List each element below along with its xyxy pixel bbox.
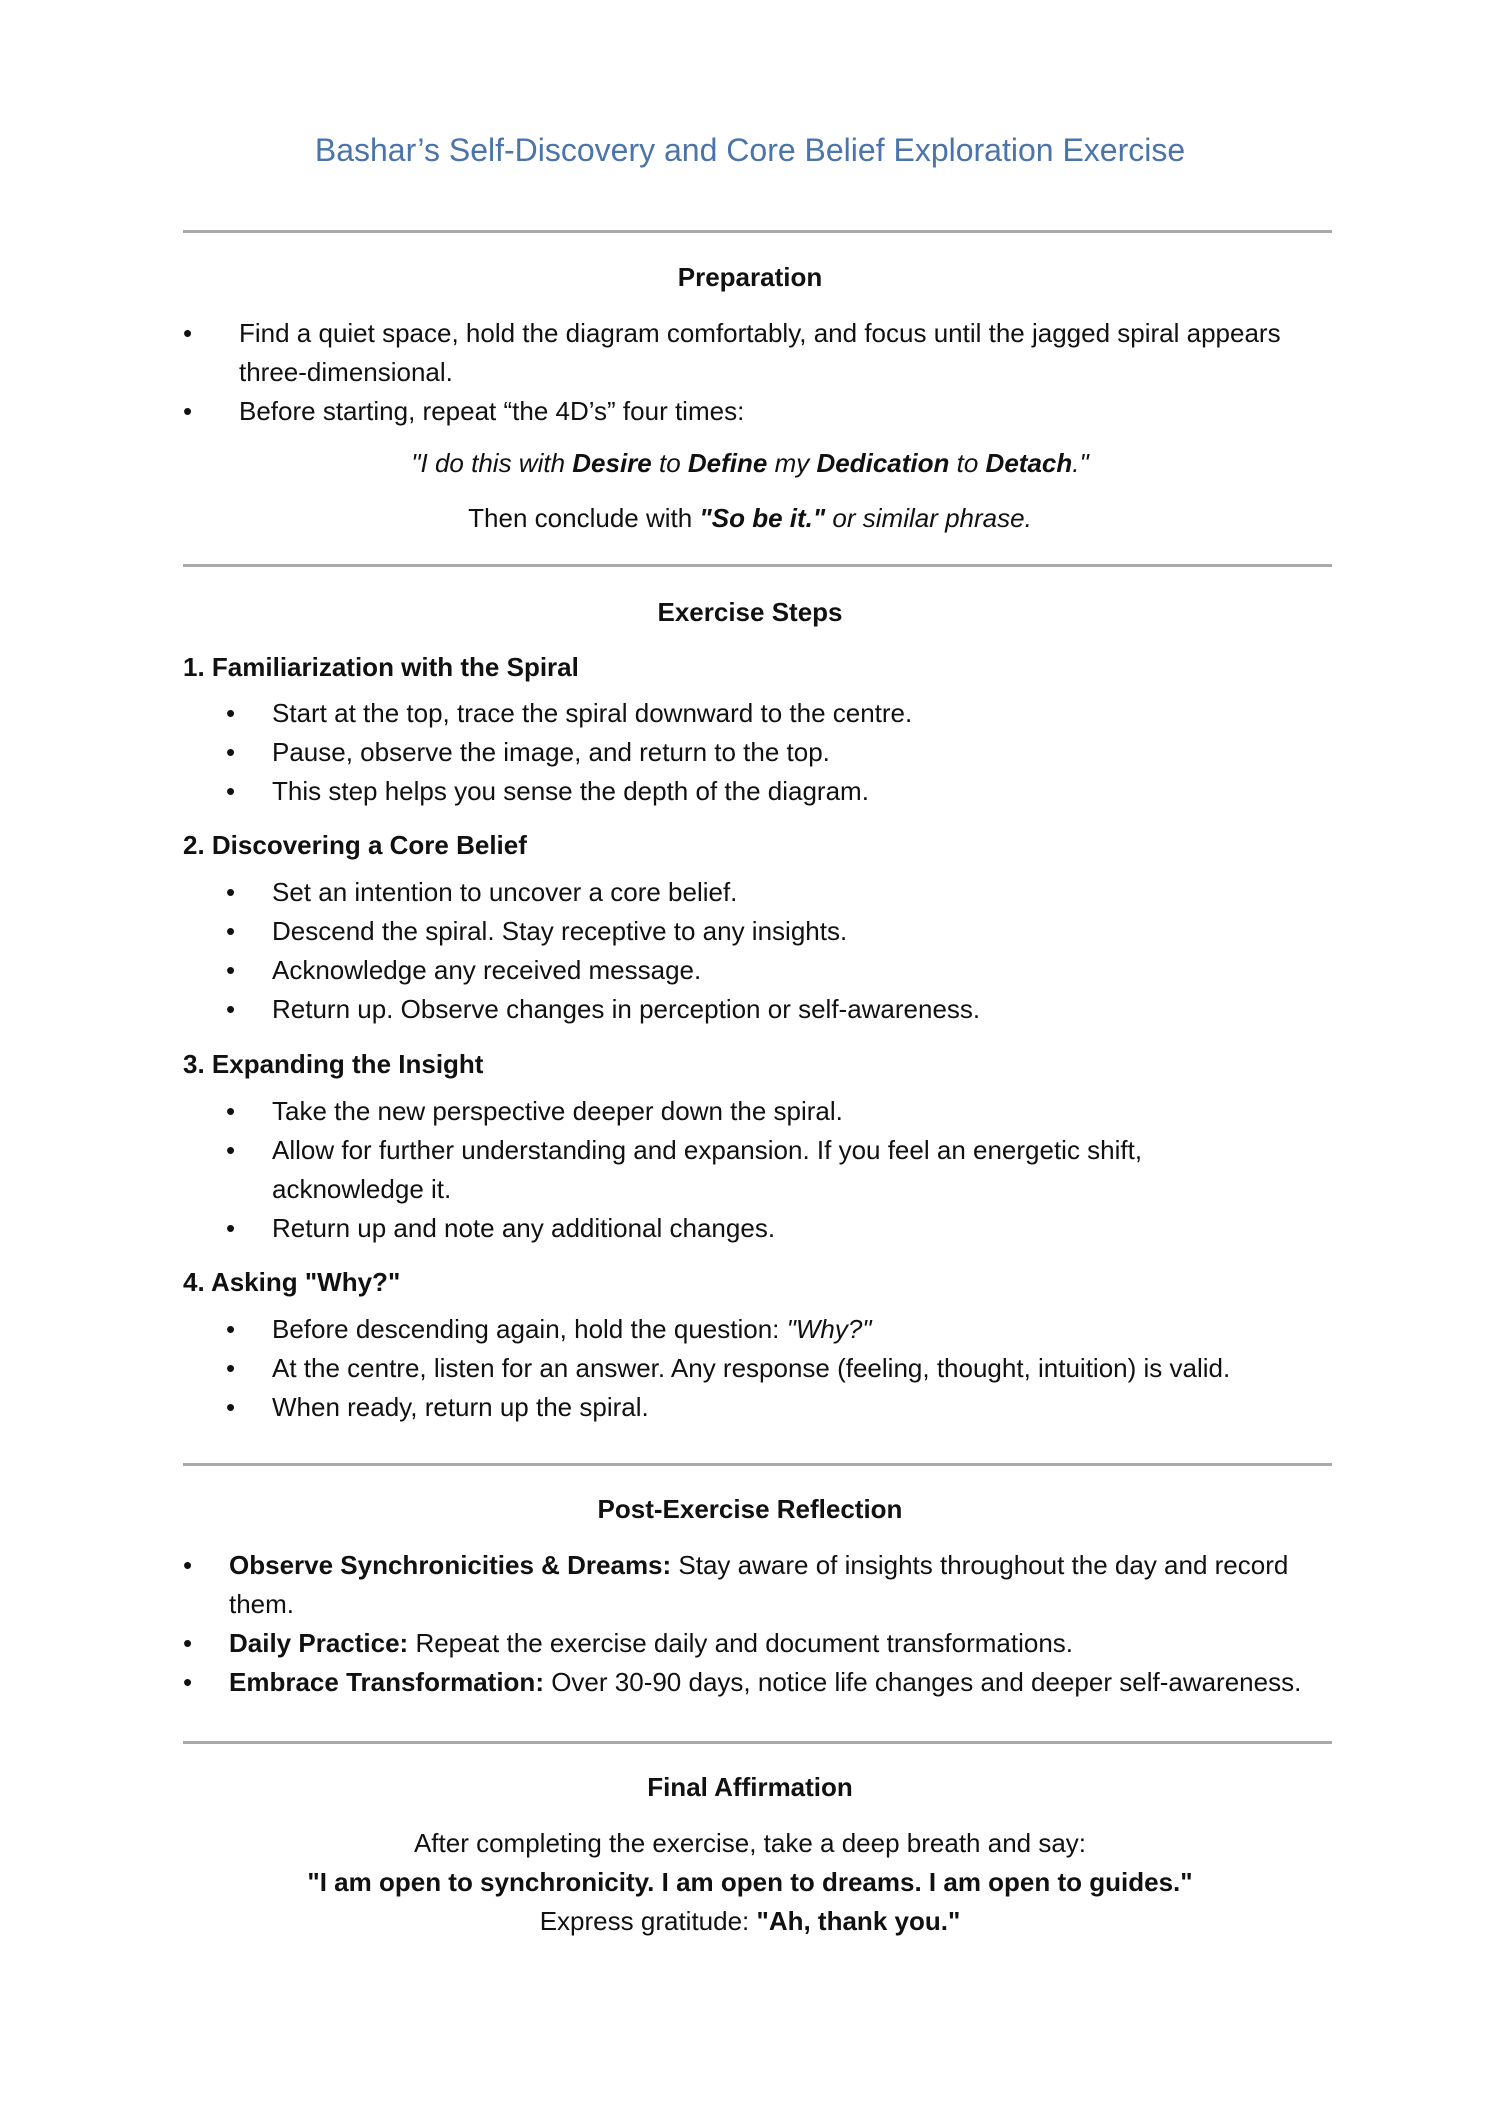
bullet-text: Take the new perspective deeper down the spiral. — [272, 1096, 843, 1126]
bullet-text: Return up. Observe changes in perception or self-awareness. — [272, 994, 981, 1024]
bullet-dot: • — [226, 877, 236, 907]
bullet-text: Before descending again, hold the question: — [272, 1314, 787, 1344]
bullet-text: Return up and note any additional changes. — [272, 1213, 776, 1243]
reflection-label: Observe Synchronicities & Dreams: — [229, 1550, 672, 1580]
bullet-dot: • — [183, 1667, 193, 1697]
bullet-text: Allow for further understanding and expansion. If you feel an energetic shift, — [272, 1135, 1143, 1165]
bullet-text: Find a quiet space, hold the diagram comfortably, and focus until the jagged spiral appears — [239, 318, 1281, 348]
reflection-label: Embrace Transformation: — [229, 1667, 544, 1697]
why-question: "Why?" — [786, 1314, 872, 1344]
mantra-keyword: Define — [687, 448, 768, 478]
preparation-heading: Preparation — [677, 262, 823, 292]
bullet-dot: • — [183, 1550, 193, 1580]
reflection-heading: Post-Exercise Reflection — [597, 1494, 903, 1524]
bullet-text: Set an intention to uncover a core belief. — [272, 877, 738, 907]
mantra-keyword: Dedication — [816, 448, 950, 478]
mantra-text: to — [651, 448, 688, 478]
bullet-dot: • — [226, 1392, 236, 1422]
bullet-dot: • — [226, 698, 236, 728]
mantra-text: ." — [1072, 448, 1089, 478]
gratitude-lead: Express gratitude: — [539, 1906, 757, 1936]
bullet-text: This step helps you sense the depth of the diagram. — [272, 776, 869, 806]
preparation-bullet — [183, 314, 1333, 394]
affirmation-quote: "I am open to synchronicity. I am open to dreams. I am open to guides." — [307, 1867, 1193, 1897]
conclude-tail: or similar phrase. — [825, 503, 1032, 533]
bullet-dot: • — [226, 1135, 236, 1165]
divider — [183, 230, 1332, 233]
mantra — [0, 448, 1500, 479]
bullet-text: Acknowledge any received message. — [272, 955, 702, 985]
conclude-phrase: "So be it." — [699, 503, 826, 533]
bullet-dot: • — [183, 318, 193, 348]
mantra-text: "I do this with — [411, 448, 573, 478]
affirmation-intro: After completing the exercise, take a deep breath and say: — [413, 1828, 1087, 1858]
reflection-text: Repeat the exercise daily and document transformations. — [408, 1628, 1074, 1658]
bullet-dot: • — [226, 916, 236, 946]
bullet-dot: • — [183, 1628, 193, 1658]
mantra-keyword: Detach — [985, 448, 1073, 478]
bullet-text: When ready, return up the spiral. — [272, 1392, 649, 1422]
exercise-heading: Exercise Steps — [657, 597, 843, 627]
document-title: Bashar’s Self-Discovery and Core Belief Exploration Exercise — [314, 132, 1186, 168]
bullet-dot: • — [183, 396, 193, 426]
step-title: 2. Discovering a Core Belief — [183, 830, 527, 860]
bullet-dot: • — [226, 1314, 236, 1344]
bullet-text: Pause, observe the image, and return to the top. — [272, 737, 830, 767]
bullet-dot: • — [226, 737, 236, 767]
divider — [183, 1463, 1332, 1466]
bullet-dot: • — [226, 1353, 236, 1383]
bullet-text: acknowledge it. — [272, 1174, 452, 1204]
bullet-dot: • — [226, 1096, 236, 1126]
gratitude-phrase: "Ah, thank you." — [756, 1906, 961, 1936]
step-title: 1. Familiarization with the Spiral — [183, 652, 579, 682]
mantra-text: to — [949, 448, 986, 478]
bullet-text: Descend the spiral. Stay receptive to any insights. — [272, 916, 848, 946]
bullet-dot: • — [226, 955, 236, 985]
bullet-text: At the centre, listen for an answer. Any response (feeling, thought, intuition) is valid. — [272, 1353, 1231, 1383]
preparation-bullet — [183, 392, 1333, 432]
bullet-dot: • — [226, 776, 236, 806]
reflection-text: Stay aware of insights throughout the day and record — [671, 1550, 1289, 1580]
bullet-text: Start at the top, trace the spiral downward to the centre. — [272, 698, 913, 728]
reflection-text: them. — [229, 1589, 295, 1619]
conclude-lead: Then conclude with — [468, 503, 700, 533]
step-title: 4. Asking "Why?" — [183, 1267, 401, 1297]
mantra-keyword: Desire — [572, 448, 652, 478]
divider — [183, 1741, 1332, 1744]
bullet-text: Before starting, repeat “the 4D’s” four times: — [239, 396, 745, 426]
gratitude-line — [0, 1906, 1500, 1937]
conclude-line — [0, 503, 1500, 534]
bullet-dot: • — [226, 1213, 236, 1243]
bullet-text: three-dimensional. — [239, 357, 453, 387]
reflection-text: Over 30-90 days, notice life changes and deeper self-awareness. — [543, 1667, 1302, 1697]
affirmation-heading: Final Affirmation — [647, 1772, 853, 1802]
reflection-label: Daily Practice: — [229, 1628, 409, 1658]
step-title: 3. Expanding the Insight — [183, 1049, 484, 1079]
divider — [183, 564, 1332, 567]
bullet-dot: • — [226, 994, 236, 1024]
mantra-text: my — [767, 448, 817, 478]
